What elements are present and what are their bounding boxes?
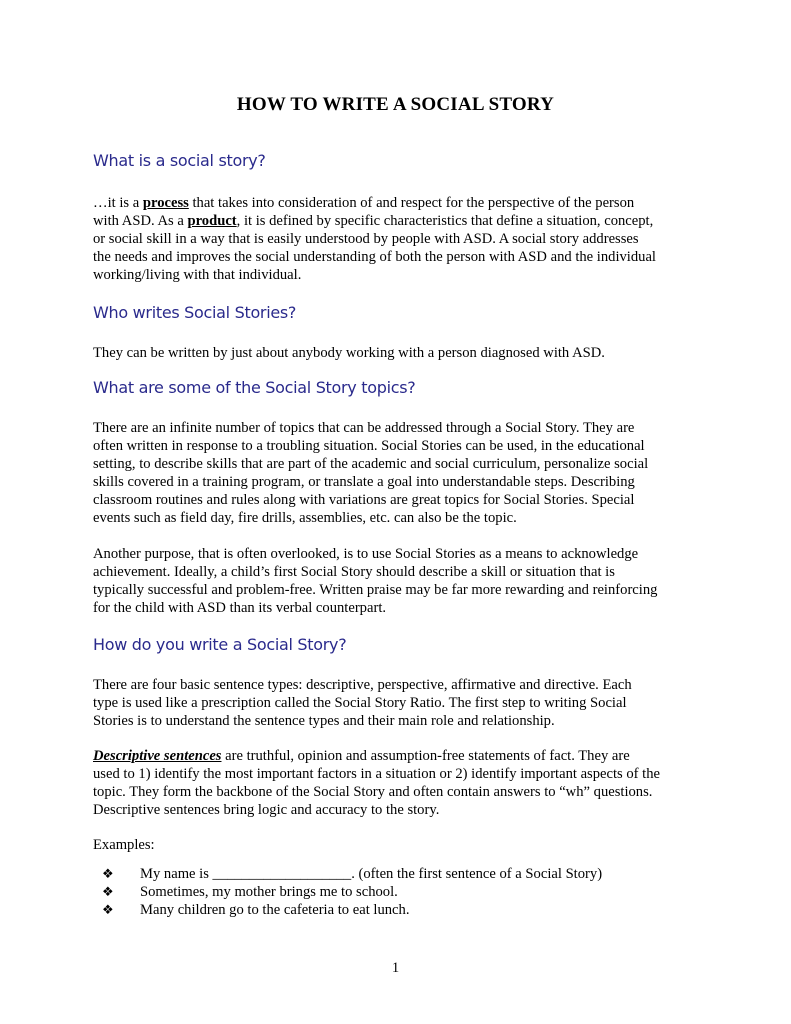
paragraph-what-is	[93, 194, 703, 284]
paragraph-topics-2	[93, 545, 703, 617]
text-line: used to 1) identify the most important factors in a situation or 2) identify important aspects of the	[93, 766, 661, 782]
heading-how-to-write: How do you write a Social Story?	[93, 635, 347, 654]
text-line: There are four basic sentence types: descriptive, perspective, affirmative and directive. Each	[93, 677, 632, 693]
diamond-bullet-icon: ❖	[102, 885, 114, 900]
term-descriptive-sentences: Descriptive sentences	[93, 748, 222, 764]
document-title: HOW TO WRITE A SOCIAL STORY	[236, 94, 555, 115]
example-bullet-item: ❖ Sometimes, my mother brings me to school.	[102, 884, 398, 900]
emphasis-product: product	[187, 213, 237, 229]
text-line: Stories is to understand the sentence types and their main role and relationship.	[93, 713, 555, 729]
text-line: for the child with ASD than its verbal counterpart.	[93, 600, 387, 616]
text-line: classroom routines and rules along with variations are great topics for Social Stories. Special	[93, 492, 635, 508]
diamond-bullet-icon: ❖	[102, 903, 114, 918]
text-line: achievement. Ideally, a child’s first Social Story should describe a skill or situation that is	[93, 564, 615, 580]
text-line: Descriptive sentences bring logic and accuracy to the story.	[93, 802, 440, 818]
paragraph-topics-1	[93, 419, 703, 527]
text-line: or social skill in a way that is easily understood by people with ASD. A social story addresses	[93, 231, 639, 247]
text-line: Descriptive sentences are truthful, opinion and assumption-free statements of fact. They are	[93, 748, 630, 764]
text-line: with ASD. As a product, it is defined by specific characteristics that define a situation, concept,	[93, 213, 654, 229]
paragraph-who-writes	[93, 344, 703, 362]
example-bullet-item: ❖ My name is ___________________. (often the first sentence of a Social Story)	[102, 866, 603, 882]
page-number: 1	[391, 960, 400, 976]
text-line: setting, to describe skills that are part of the academic and social curriculum, personalize social	[93, 456, 649, 472]
heading-what-is-social-story: What is a social story?	[93, 151, 266, 170]
text-line: often written in response to a troubling situation. Social Stories can be used, in the educational	[93, 438, 645, 454]
text-line: Another purpose, that is often overlooked, is to use Social Stories as a means to acknowledge	[93, 546, 639, 562]
example-bullet-item: ❖ Many children go to the cafeteria to eat lunch.	[102, 902, 410, 918]
text-line: There are an infinite number of topics that can be addressed through a Social Story. They are	[93, 420, 635, 436]
paragraph-sentence-types	[93, 676, 703, 730]
text-line: skills covered in a training program, or translate a goal into understandable steps. Describing	[93, 474, 635, 490]
text-line: topic. They form the backbone of the Social Story and often contain answers to “wh” questions.	[93, 784, 653, 800]
text-line: typically successful and problem-free. Written praise may be far more rewarding and reinforcing	[93, 582, 658, 598]
text-line: the needs and improves the social understanding of both the person with ASD and the individual	[93, 249, 656, 265]
heading-topics: What are some of the Social Story topics?	[93, 378, 416, 397]
paragraph-descriptive-sentences	[93, 747, 703, 819]
text-line: events such as field day, fire drills, assemblies, etc. can also be the topic.	[93, 510, 517, 526]
diamond-bullet-icon: ❖	[102, 867, 114, 882]
text-line: …it is a process that takes into consideration of and respect for the perspective of the person	[93, 195, 635, 211]
emphasis-process: process	[142, 195, 189, 211]
examples-label: Examples:	[93, 837, 155, 853]
text-line: type is used like a prescription called the Social Story Ratio. The first step to writing Social	[93, 695, 627, 711]
heading-who-writes: Who writes Social Stories?	[93, 303, 297, 322]
text-line: working/living with that individual.	[93, 267, 302, 283]
text-line: They can be written by just about anybody working with a person diagnosed with ASD.	[93, 345, 605, 361]
